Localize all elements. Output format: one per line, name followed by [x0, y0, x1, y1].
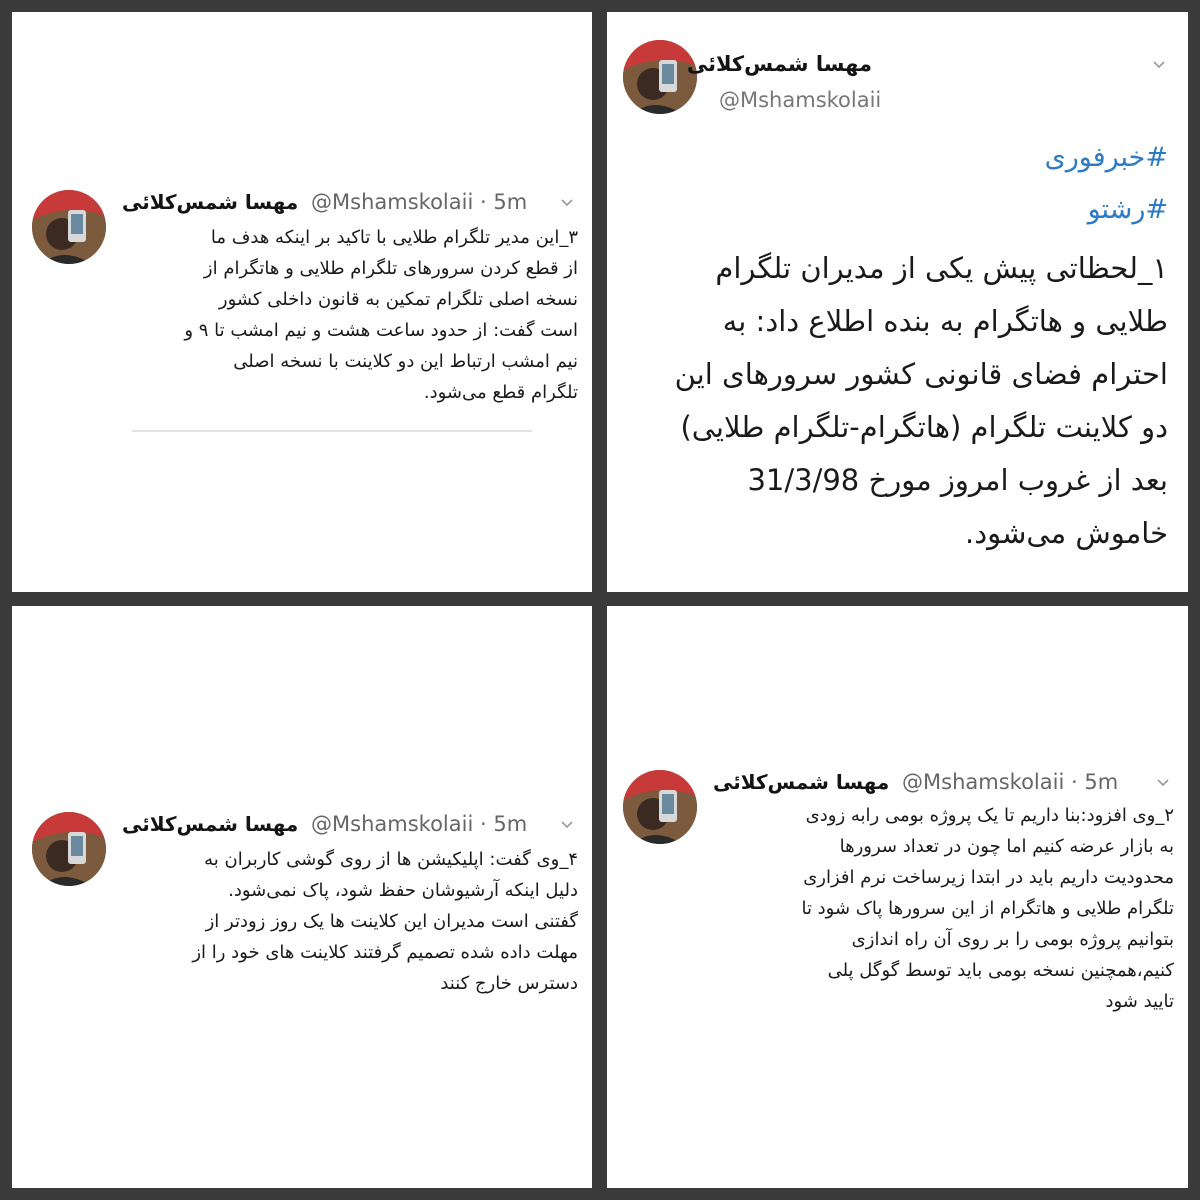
tweet-header — [122, 812, 527, 836]
hashtag-link[interactable]: #رشتو — [1087, 194, 1168, 225]
timestamp[interactable]: 5m — [1084, 770, 1119, 794]
tweet-text-line: نسخه اصلی تلگرام تمکین به قانون داخلی کشور — [218, 289, 578, 310]
avatar-image-icon — [32, 812, 106, 886]
user-handle[interactable]: @Mshamskolaii — [902, 770, 1065, 794]
chevron-down-icon[interactable] — [1156, 776, 1170, 790]
tweet-text-line: تلگرام طلایی و هاتگرام از این سرورها پاک شود تا — [801, 898, 1174, 919]
tweet-text-line: است گفت: از حدود ساعت هشت و نیم امشب تا ۹ و — [184, 320, 578, 341]
chevron-down-icon[interactable] — [1152, 58, 1166, 72]
tweet-text-line: گفتنی است مدیران این کلاینت ها یک روز زودتر از — [205, 911, 578, 932]
tweet-header — [713, 770, 1118, 794]
avatar[interactable] — [32, 812, 106, 886]
tweet-card-1[interactable] — [607, 12, 1188, 592]
tweet-text — [118, 844, 578, 999]
tweet-card-3[interactable] — [12, 12, 592, 592]
user-name[interactable]: مهسا شمس‌کلائی — [122, 190, 299, 214]
timestamp[interactable]: 5m — [493, 812, 528, 836]
avatar[interactable] — [32, 190, 106, 264]
tweet-card-4[interactable] — [12, 606, 592, 1188]
tweet-text-line: تلگرام قطع می‌شود. — [423, 382, 578, 403]
chevron-down-icon[interactable] — [560, 196, 574, 210]
tweet-text-line: محدودیت داریم باید در ابتدا زیرساخت نرم افزاری — [803, 867, 1174, 888]
user-name[interactable]: مهسا شمس‌کلائی — [122, 812, 299, 836]
tweet-text-line: احترام فضای قانونی کشور سرورهای این — [674, 357, 1168, 391]
tweet-text-line: تایید شود — [1105, 991, 1174, 1012]
tweet-text-line: کنیم،همچنین نسخه بومی باید توسط گوگل پلی — [827, 960, 1174, 981]
separator-dot: · — [479, 190, 494, 214]
tweet-text-line: ۱_لحظاتی پیش یکی از مدیران تلگرام — [715, 251, 1168, 285]
tweet-text-line: ۲_وی افزود:بنا داریم تا یک پروژه بومی رابه زودی — [805, 805, 1174, 826]
avatar[interactable] — [623, 770, 697, 844]
tweet-header — [122, 190, 527, 214]
tweet-text — [714, 800, 1174, 1017]
tweet-text-line: بتوانیم پروژه بومی را بر روی آن راه اندازی — [851, 929, 1174, 950]
tweet-text-line: طلایی و هاتگرام به بنده اطلاع داد: به — [722, 304, 1168, 338]
tweet-text-line: به بازار عرضه کنیم اما چون در تعداد سرورها — [839, 836, 1174, 857]
cutoff-divider — [132, 430, 532, 432]
tweet-card-2[interactable] — [607, 606, 1188, 1188]
avatar-image-icon — [32, 190, 106, 264]
tweet-text-line: دسترس خارج کنند — [440, 973, 578, 994]
separator-dot: · — [479, 812, 494, 836]
avatar-image-icon — [623, 770, 697, 844]
hashtag-link[interactable]: #خبرفوری — [1044, 142, 1168, 173]
chevron-down-icon[interactable] — [560, 818, 574, 832]
user-name[interactable]: مهسا شمس‌کلائی — [713, 770, 890, 794]
tweet-text-line: از قطع کردن سرورهای تلگرام طلایی و هاتگرام از — [203, 258, 578, 279]
tweet-text-line: نیم امشب ارتباط این دو کلاینت با نسخه اصلی — [233, 351, 578, 372]
user-handle[interactable]: @Mshamskolaii — [311, 190, 474, 214]
tweet-text-line: دلیل اینکه آرشیوشان حفظ شود، پاک نمی‌شود. — [228, 880, 578, 901]
tweet-text — [118, 222, 578, 408]
tweet-text-line: ۴_وی گفت: اپلیکیشن ها از روی گوشی کاربران به — [204, 849, 578, 870]
tweet-text-line: مهلت داده شده تصمیم گرفتند کلاینت های خود را از — [192, 942, 578, 963]
user-handle[interactable]: @Mshamskolaii — [311, 812, 474, 836]
tweet-text-line: بعد از غروب امروز مورخ 31/3/98 — [747, 463, 1168, 497]
tweet-text-line: ۳_این مدیر تلگرام طلایی با تاکید بر اینکه هدف ما — [210, 227, 578, 248]
tweet-text — [623, 242, 1168, 560]
tweet-text-line: دو کلاینت تلگرام (هاتگرام-تلگرام طلایی) — [680, 410, 1168, 444]
separator-dot: · — [1070, 770, 1085, 794]
timestamp[interactable]: 5m — [493, 190, 528, 214]
tweet-text-line: خاموش می‌شود. — [964, 516, 1168, 550]
user-name[interactable]: مهسا شمس‌کلائی — [686, 52, 872, 76]
user-handle[interactable]: @Mshamskolaii — [719, 88, 882, 112]
